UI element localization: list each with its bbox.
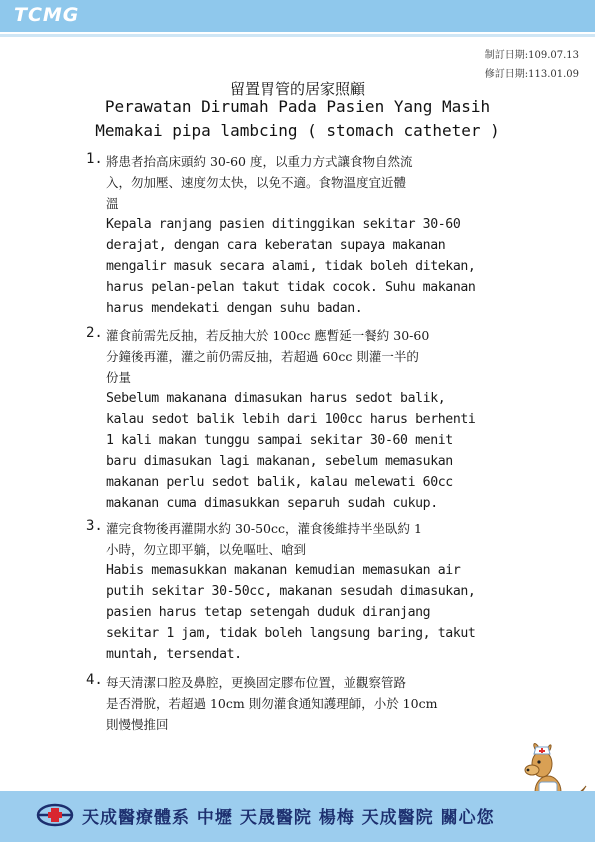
item-indonesian-line: sekitar 1 jam, tidak boleh langsung baring, takut [106, 626, 476, 641]
item-chinese-line: 份量 [106, 370, 132, 385]
item-indonesian-line: Sebelum makanana dimasukan harus sedot balik, [106, 391, 446, 406]
item-number: 1. [86, 151, 103, 167]
item-chinese-line: 入，勿加壓、速度勿太快，以免不適。食物溫度宜近體 [106, 175, 407, 190]
item-indonesian-line: mengalir masuk secara alami, tidak boleh ditekan, [106, 259, 476, 274]
tcmg-logo: TCMG [14, 4, 80, 26]
item-indonesian-line: kalau sedot balik lebih dari 100cc harus berhenti [106, 412, 476, 427]
item-indonesian-line: derajat, dengan cara keberatan supaya makanan [106, 238, 446, 253]
item-indonesian-line: putih sekitar 30-50cc, makanan sesudah dimasukan, [106, 584, 476, 599]
item-number: 3. [86, 518, 103, 534]
item-indonesian-line: 1 kali makan tunggu sampai sekitar 30-60 menit [106, 433, 453, 448]
item-indonesian-line: harus pelan-pelan takut tidak cocok. Suhu makanan [106, 280, 476, 295]
instruction-item-2 [88, 325, 513, 514]
item-number: 4. [86, 672, 103, 688]
created-date: 制訂日期:109.07.13 [484, 50, 579, 61]
item-chinese-line: 每天清潔口腔及鼻腔，更換固定膠布位置，並觀察管路 [106, 675, 407, 690]
footer-hospital-text: 天成醫療體系 中壢 天晟醫院 楊梅 天成醫院 關心您 [82, 808, 495, 828]
title-chinese: 留置胃管的居家照顧 [229, 80, 365, 98]
item-chinese-line: 則慢慢推回 [106, 717, 169, 732]
title-indonesian-line1: Perawatan Dirumah Pada Pasien Yang Masih [104, 97, 491, 116]
item-chinese-line: 溫 [106, 196, 119, 211]
item-indonesian-line: makanan perlu sedot balik, kalau melewati 60cc [106, 475, 453, 490]
revised-date: 修訂日期:113.01.09 [484, 69, 579, 80]
item-chinese-line: 是否滑脫，若超過 10cm 則勿灌食通知護理師，小於 10cm [106, 696, 438, 711]
item-chinese-line: 將患者抬高床頭約 30-60 度，以重力方式讓食物自然流 [106, 154, 413, 169]
item-indonesian-line: muntah, tersendat. [106, 647, 242, 662]
item-indonesian-line: baru dimasukan lagi makanan, sebelum memasukan [106, 454, 453, 469]
hospital-emblem-icon [36, 803, 74, 827]
item-chinese-line: 小時，勿立即平躺，以免嘔吐、嗆到 [106, 542, 307, 557]
footer-bar [0, 791, 595, 842]
header-bar [0, 0, 595, 32]
header-divider [0, 34, 595, 37]
instruction-item-3 [88, 518, 513, 665]
item-indonesian-line: makanan cuma dimasukkan separuh sudah cukup. [106, 496, 438, 511]
item-indonesian-line: harus mendekati dengan suhu badan. [106, 301, 363, 316]
instruction-item-4 [88, 672, 513, 735]
item-chinese-line: 分鐘後再灌，灌之前仍需反抽，若超過 60cc 則灌一半的 [106, 349, 419, 364]
item-number: 2. [86, 325, 103, 341]
instruction-item-1 [88, 151, 513, 319]
item-chinese-line: 灌食前需先反抽，若反抽大於 100cc 應暫延一餐約 30-60 [106, 328, 430, 343]
title-indonesian-line2: Memakai pipa lambcing ( stomach catheter ) [95, 121, 500, 140]
item-indonesian-line: Habis memasukkan makanan kemudian memasukan air [106, 563, 461, 578]
item-indonesian-line: pasien harus tetap setengah duduk diranjang [106, 605, 431, 620]
item-indonesian-line: Kepala ranjang pasien ditinggikan sekitar 30-60 [106, 217, 461, 232]
item-chinese-line: 灌完食物後再灌開水約 30-50cc，灌食後維持半坐臥約 1 [106, 521, 422, 536]
